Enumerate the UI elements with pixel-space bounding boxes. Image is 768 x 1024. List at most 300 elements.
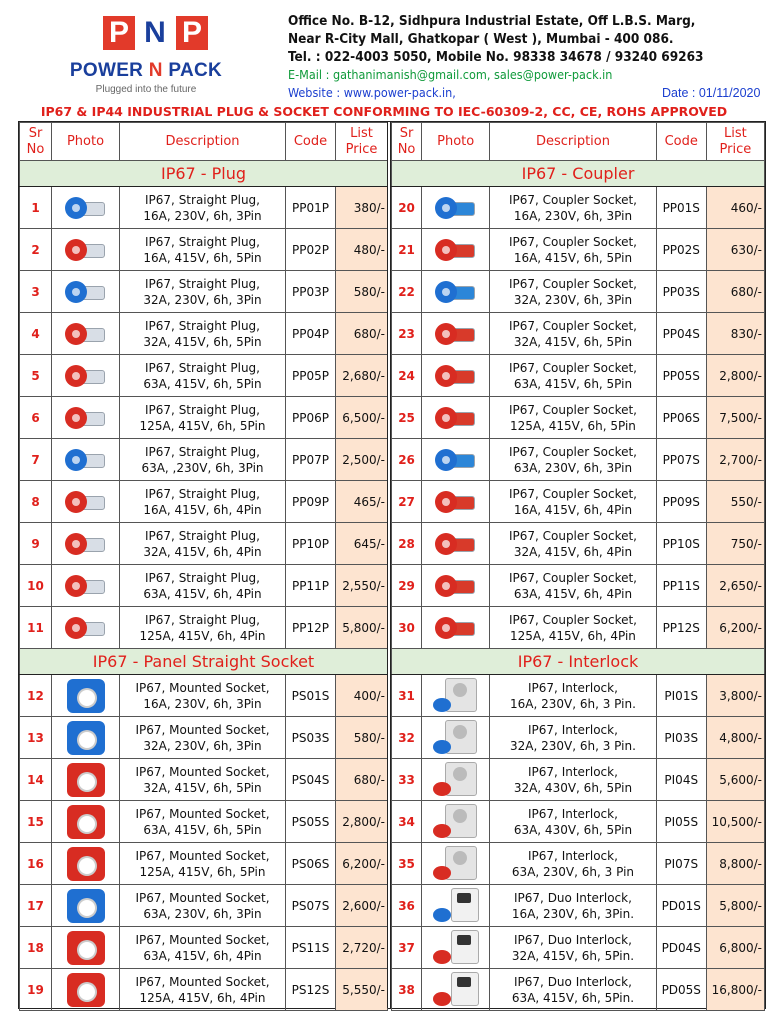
section-ip67-interlock-title: IP67 - Interlock: [392, 649, 765, 675]
description-line-1: IP67, Interlock,: [528, 722, 618, 737]
interlock-photo-icon: [431, 846, 481, 882]
description-cell: [490, 843, 656, 885]
email-line[interactable]: E-Mail : gathanimanish@gmail.com, sales@power-pack.in: [288, 67, 613, 82]
price-cell: 6,800/-: [706, 927, 764, 969]
description-cell: [490, 355, 656, 397]
right-header-row: [392, 123, 765, 161]
description-cell: [490, 717, 656, 759]
interlock-socket-shape: [433, 698, 451, 712]
plug-head-shape: [65, 491, 87, 513]
logo-tagline: Plugged into the future: [95, 84, 197, 95]
description-cell: [120, 675, 286, 717]
code-cell: PP04P: [286, 313, 336, 355]
description-cell: [120, 397, 286, 439]
table-row: [20, 313, 388, 355]
logo-name: [56, 60, 236, 82]
interlock-switch-shape: [453, 725, 467, 739]
price-cell: 680/-: [706, 271, 764, 313]
header-list: List: [350, 125, 373, 141]
coupler-photo-icon: [433, 403, 479, 433]
header-code: Code: [656, 123, 706, 161]
description-line-2: 63A, 415V, 6h, 4Pin: [143, 948, 262, 963]
code-cell: PP04S: [656, 313, 706, 355]
code-cell: PP05S: [656, 355, 706, 397]
interlock-socket-shape: [433, 824, 451, 838]
table-row: [392, 801, 765, 843]
description-line-2: 63A, 230V, 6h, 3Pin: [513, 460, 633, 475]
description-line-1: IP67, Interlock,: [528, 848, 618, 863]
price-cell: 630/-: [706, 229, 764, 271]
table-row: [392, 313, 765, 355]
sr-no-cell: 22: [392, 271, 422, 313]
duo-interlock-photo-icon: [431, 888, 481, 924]
price-cell: 16,800/-: [706, 969, 764, 1011]
description-cell: [490, 607, 656, 649]
coupler-head-shape: [435, 407, 457, 429]
price-cell: 7,500/-: [706, 397, 764, 439]
plug-photo-icon: [63, 277, 109, 307]
photo-cell: [422, 675, 490, 717]
socket-photo-icon: [67, 847, 105, 881]
description-line-2: 63A, 415V, 6h, 5Pin: [513, 376, 633, 391]
header-no: No: [26, 141, 45, 157]
table-row: [20, 927, 388, 969]
description-line-2: 16A, 415V, 6h, 4Pin: [513, 502, 633, 517]
description-line-1: IP67, Duo Interlock,: [514, 890, 632, 905]
table-row: [20, 229, 388, 271]
description-cell: [120, 885, 286, 927]
description-line-2: 16A, 230V, 6h, 3 Pin.: [510, 696, 636, 711]
table-row: [392, 885, 765, 927]
header-price: Price: [345, 141, 378, 157]
description-line-2: 63A, 230V, 6h, 3Pin: [143, 906, 262, 921]
sr-no-cell: 38: [392, 969, 422, 1011]
price-cell: 580/-: [336, 717, 388, 759]
sr-no-cell: 14: [20, 759, 52, 801]
description-line-1: IP67, Coupler Socket,: [508, 570, 637, 585]
sr-no-cell: 10: [20, 565, 52, 607]
price-cell: 2,680/-: [336, 355, 388, 397]
price-cell: 680/-: [336, 759, 388, 801]
photo-cell: [52, 397, 120, 439]
table-row: [392, 843, 765, 885]
plug-head-shape: [65, 323, 87, 345]
price-cell: 2,550/-: [336, 565, 388, 607]
header: [0, 0, 768, 104]
description-line-1: IP67, Coupler Socket,: [508, 444, 637, 459]
photo-cell: [422, 271, 490, 313]
interlock-switch-shape: [453, 851, 467, 865]
plug-photo-icon: [63, 403, 109, 433]
code-cell: PS05S: [286, 801, 336, 843]
description-line-1: IP67, Duo Interlock,: [514, 974, 632, 989]
interlock-socket-shape: [433, 992, 451, 1006]
coupler-head-shape: [435, 575, 457, 597]
sr-no-cell: 27: [392, 481, 422, 523]
description-line-2: 32A, 230V, 6h, 3Pin: [513, 292, 633, 307]
code-cell: PP11S: [656, 565, 706, 607]
plug-photo-icon: [63, 571, 109, 601]
table-row: [20, 481, 388, 523]
price-cell: 5,550/-: [336, 969, 388, 1011]
code-cell: PD05S: [656, 969, 706, 1011]
section-ip67-coupler-title: IP67 - Coupler: [392, 161, 765, 187]
coupler-head-shape: [435, 323, 457, 345]
coupler-photo-icon: [433, 361, 479, 391]
description-cell: [490, 523, 656, 565]
price-cell: 550/-: [706, 481, 764, 523]
code-cell: PS04S: [286, 759, 336, 801]
plug-photo-icon: [63, 319, 109, 349]
photo-cell: [52, 607, 120, 649]
header-sr-no: [20, 123, 52, 161]
description-cell: [490, 397, 656, 439]
code-cell: PP09S: [656, 481, 706, 523]
description-cell: [120, 313, 286, 355]
table-row: [392, 187, 765, 229]
table-row: [392, 969, 765, 1011]
section-ip67-panel-socket: [20, 649, 388, 675]
description-line-1: IP67, Mounted Socket,: [135, 680, 270, 695]
sr-no-cell: 21: [392, 229, 422, 271]
plug-photo-icon: [63, 529, 109, 559]
sr-no-cell: 5: [20, 355, 52, 397]
description-line-1: IP67, Straight Plug,: [145, 360, 260, 375]
price-cell: 2,800/-: [706, 355, 764, 397]
photo-cell: [52, 439, 120, 481]
description-line-1: IP67, Coupler Socket,: [508, 402, 637, 417]
table-row: [20, 397, 388, 439]
price-cell: 465/-: [336, 481, 388, 523]
description-cell: [490, 927, 656, 969]
table-row: [392, 759, 765, 801]
sr-no-cell: 29: [392, 565, 422, 607]
sr-no-cell: 4: [20, 313, 52, 355]
table-row: [392, 481, 765, 523]
description-cell: [490, 675, 656, 717]
header-photo: Photo: [52, 123, 120, 161]
description-cell: [490, 229, 656, 271]
price-cell: 830/-: [706, 313, 764, 355]
photo-cell: [52, 271, 120, 313]
description-cell: [490, 885, 656, 927]
duo-interlock-photo-icon: [431, 930, 481, 966]
photo-cell: [52, 759, 120, 801]
photo-cell: [52, 565, 120, 607]
left-table: [19, 122, 388, 1011]
logo-name-pack: PACK: [168, 60, 223, 81]
description-cell: [120, 565, 286, 607]
description-line-2: 63A, 430V, 6h, 5Pin: [513, 822, 633, 837]
code-cell: PI03S: [656, 717, 706, 759]
table-row: [20, 565, 388, 607]
price-cell: 400/-: [336, 675, 388, 717]
description-line-1: IP67, Mounted Socket,: [135, 932, 270, 947]
price-cell: 750/-: [706, 523, 764, 565]
sr-no-cell: 31: [392, 675, 422, 717]
description-line-1: IP67, Coupler Socket,: [508, 486, 637, 501]
description-cell: [490, 439, 656, 481]
description-line-2: 16A, 230V, 6h, 3Pin: [143, 696, 262, 711]
photo-cell: [422, 885, 490, 927]
code-cell: PP10S: [656, 523, 706, 565]
description-line-2: 16A, 230V, 6h, 3Pin: [143, 208, 262, 223]
logo-letter-p2: P: [176, 16, 208, 50]
sr-no-cell: 8: [20, 481, 52, 523]
code-cell: PP02S: [656, 229, 706, 271]
description-line-1: IP67, Coupler Socket,: [508, 528, 637, 543]
description-line-1: IP67, Interlock,: [528, 806, 618, 821]
socket-photo-icon: [67, 805, 105, 839]
table-row: [20, 717, 388, 759]
code-cell: PP12P: [286, 607, 336, 649]
photo-cell: [422, 607, 490, 649]
description-cell: [120, 271, 286, 313]
description-cell: [120, 523, 286, 565]
socket-photo-icon: [67, 973, 105, 1007]
code-cell: PI05S: [656, 801, 706, 843]
table-row: [392, 523, 765, 565]
plug-head-shape: [65, 533, 87, 555]
coupler-photo-icon: [433, 445, 479, 475]
sr-no-cell: 11: [20, 607, 52, 649]
table-row: [20, 675, 388, 717]
plug-photo-icon: [63, 445, 109, 475]
table-row: [20, 759, 388, 801]
description-line-1: IP67, Straight Plug,: [145, 444, 260, 459]
photo-cell: [52, 843, 120, 885]
table-row: [20, 969, 388, 1011]
interlock-socket-shape: [433, 782, 451, 796]
coupler-head-shape: [435, 617, 457, 639]
plug-photo-icon: [63, 235, 109, 265]
interlock-switch-shape: [457, 935, 471, 945]
interlock-switch-shape: [457, 977, 471, 987]
photo-cell: [422, 397, 490, 439]
sr-no-cell: 20: [392, 187, 422, 229]
coupler-head-shape: [435, 197, 457, 219]
section-ip67-coupler: [392, 161, 765, 187]
price-list-table: [18, 121, 766, 1009]
description-line-2: 32A, 415V, 6h, 4Pin: [513, 544, 633, 559]
description-line-2: 125A, 415V, 6h, 5Pin: [510, 418, 636, 433]
table-row: [20, 801, 388, 843]
photo-cell: [422, 313, 490, 355]
description-cell: [490, 759, 656, 801]
description-line-2: 63A, 415V, 6h, 4Pin: [513, 586, 633, 601]
section-ip67-interlock: [392, 649, 765, 675]
description-cell: [490, 969, 656, 1011]
price-cell: 6,500/-: [336, 397, 388, 439]
description-line-1: IP67, Coupler Socket,: [508, 276, 637, 291]
sr-no-cell: 30: [392, 607, 422, 649]
interlock-socket-shape: [433, 950, 451, 964]
photo-cell: [52, 717, 120, 759]
coupler-photo-icon: [433, 235, 479, 265]
description-cell: [490, 187, 656, 229]
header-photo: Photo: [422, 123, 490, 161]
sr-no-cell: 16: [20, 843, 52, 885]
price-cell: 2,600/-: [336, 885, 388, 927]
price-cell: 2,650/-: [706, 565, 764, 607]
website-line[interactable]: Website : www.power-pack.in,: [288, 85, 456, 100]
code-cell: PI07S: [656, 843, 706, 885]
description-line-2: 32A, 415V, 6h, 5Pin: [143, 780, 262, 795]
price-cell: 680/-: [336, 313, 388, 355]
plug-head-shape: [65, 281, 87, 303]
description-cell: [490, 481, 656, 523]
table-row: [392, 355, 765, 397]
code-cell: PI01S: [656, 675, 706, 717]
price-cell: 6,200/-: [336, 843, 388, 885]
price-cell: 2,720/-: [336, 927, 388, 969]
description-line-2: 63A, 415V, 6h, 5Pin: [143, 822, 262, 837]
description-line-2: 125A, 415V, 6h, 4Pin: [510, 628, 636, 643]
plug-head-shape: [65, 575, 87, 597]
description-cell: [120, 607, 286, 649]
photo-cell: [422, 843, 490, 885]
table-row: [20, 843, 388, 885]
photo-cell: [52, 885, 120, 927]
photo-cell: [52, 481, 120, 523]
header-sr: Sr: [399, 125, 414, 141]
description-line-1: IP67, Interlock,: [528, 680, 618, 695]
coupler-head-shape: [435, 533, 457, 555]
sr-no-cell: 13: [20, 717, 52, 759]
section-ip67-panel-socket-title: IP67 - Panel Straight Socket: [20, 649, 388, 675]
description-line-2: 32A, 415V, 6h, 5Pin: [513, 334, 633, 349]
sr-no-cell: 34: [392, 801, 422, 843]
coupler-photo-icon: [433, 571, 479, 601]
plug-head-shape: [65, 197, 87, 219]
description-line-2: 63A, 415V, 6h, 5Pin: [143, 376, 262, 391]
description-line-2: 63A, 415V, 6h, 4Pin: [143, 586, 262, 601]
description-cell: [120, 439, 286, 481]
description-line-2: 16A, 415V, 6h, 5Pin: [513, 250, 633, 265]
sr-no-cell: 6: [20, 397, 52, 439]
company-logo: [56, 12, 236, 100]
description-cell: [120, 355, 286, 397]
price-cell: 5,600/-: [706, 759, 764, 801]
logo-letter-p1: P: [103, 16, 135, 50]
photo-cell: [422, 801, 490, 843]
header-sr: Sr: [28, 125, 43, 141]
sr-no-cell: 32: [392, 717, 422, 759]
code-cell: PP12S: [656, 607, 706, 649]
socket-photo-icon: [67, 889, 105, 923]
description-cell: [120, 969, 286, 1011]
section-ip67-plug: [20, 161, 388, 187]
description-line-1: IP67, Straight Plug,: [145, 192, 260, 207]
sr-no-cell: 35: [392, 843, 422, 885]
table-row: [392, 675, 765, 717]
table-row: [20, 439, 388, 481]
description-line-2: 63A, 415V, 6h, 5Pin.: [511, 990, 635, 1005]
table-row: [20, 271, 388, 313]
telephone-line: Tel. : 022-4003 5050, Mobile No. 98338 34678 / 93240 69263: [288, 49, 704, 65]
photo-cell: [422, 523, 490, 565]
interlock-socket-shape: [433, 866, 451, 880]
photo-cell: [422, 481, 490, 523]
description-line-1: IP67, Interlock,: [528, 764, 618, 779]
sr-no-cell: 17: [20, 885, 52, 927]
coupler-photo-icon: [433, 613, 479, 643]
description-cell: [120, 481, 286, 523]
plug-head-shape: [65, 407, 87, 429]
sr-no-cell: 23: [392, 313, 422, 355]
description-cell: [120, 843, 286, 885]
description-cell: [490, 271, 656, 313]
right-table: [391, 122, 765, 1011]
code-cell: PP01S: [656, 187, 706, 229]
header-code: Code: [286, 123, 336, 161]
description-line-1: IP67, Straight Plug,: [145, 234, 260, 249]
photo-cell: [422, 969, 490, 1011]
table-row: [20, 523, 388, 565]
plug-head-shape: [65, 365, 87, 387]
table-row: [392, 927, 765, 969]
plug-photo-icon: [63, 361, 109, 391]
plug-photo-icon: [63, 193, 109, 223]
coupler-photo-icon: [433, 277, 479, 307]
table-row: [20, 355, 388, 397]
table-row: [20, 607, 388, 649]
logo-name-power: POWER: [69, 60, 144, 81]
plug-head-shape: [65, 449, 87, 471]
logo-name-n: N: [148, 60, 163, 81]
description-line-2: 125A, 415V, 6h, 5Pin: [139, 864, 266, 879]
interlock-switch-shape: [453, 683, 467, 697]
description-line-2: 32A, 415V, 6h, 5Pin: [143, 334, 262, 349]
code-cell: PS06S: [286, 843, 336, 885]
price-cell: 580/-: [336, 271, 388, 313]
plug-photo-icon: [63, 487, 109, 517]
description-cell: [490, 565, 656, 607]
description-line-2: 125A, 415V, 6h, 5Pin: [139, 418, 266, 433]
description-line-1: IP67, Mounted Socket,: [135, 890, 270, 905]
coupler-photo-icon: [433, 193, 479, 223]
photo-cell: [52, 801, 120, 843]
address-line-2: Near R-City Mall, Ghatkopar ( West ), Mumbai - 400 086.: [288, 31, 674, 47]
description-cell: [490, 313, 656, 355]
sr-no-cell: 2: [20, 229, 52, 271]
sr-no-cell: 15: [20, 801, 52, 843]
code-cell: PI04S: [656, 759, 706, 801]
sr-no-cell: 33: [392, 759, 422, 801]
photo-cell: [52, 523, 120, 565]
description-line-1: IP67, Straight Plug,: [145, 318, 260, 333]
interlock-switch-shape: [457, 893, 471, 903]
description-line-2: 63A, 230V, 6h, 3 Pin: [511, 864, 635, 879]
description-line-1: IP67, Coupler Socket,: [508, 318, 637, 333]
interlock-photo-icon: [431, 762, 481, 798]
photo-cell: [52, 187, 120, 229]
right-column: [391, 122, 765, 1008]
photo-cell: [422, 187, 490, 229]
table-row: [20, 885, 388, 927]
coupler-head-shape: [435, 491, 457, 513]
price-cell: 480/-: [336, 229, 388, 271]
description-line-1: IP67, Coupler Socket,: [508, 360, 637, 375]
sr-no-cell: 12: [20, 675, 52, 717]
code-cell: PP01P: [286, 187, 336, 229]
table-row: [392, 397, 765, 439]
left-header-row: [20, 123, 388, 161]
description-line-1: IP67, Duo Interlock,: [514, 932, 632, 947]
header-no: No: [397, 141, 416, 157]
table-row: [392, 607, 765, 649]
coupler-photo-icon: [433, 487, 479, 517]
